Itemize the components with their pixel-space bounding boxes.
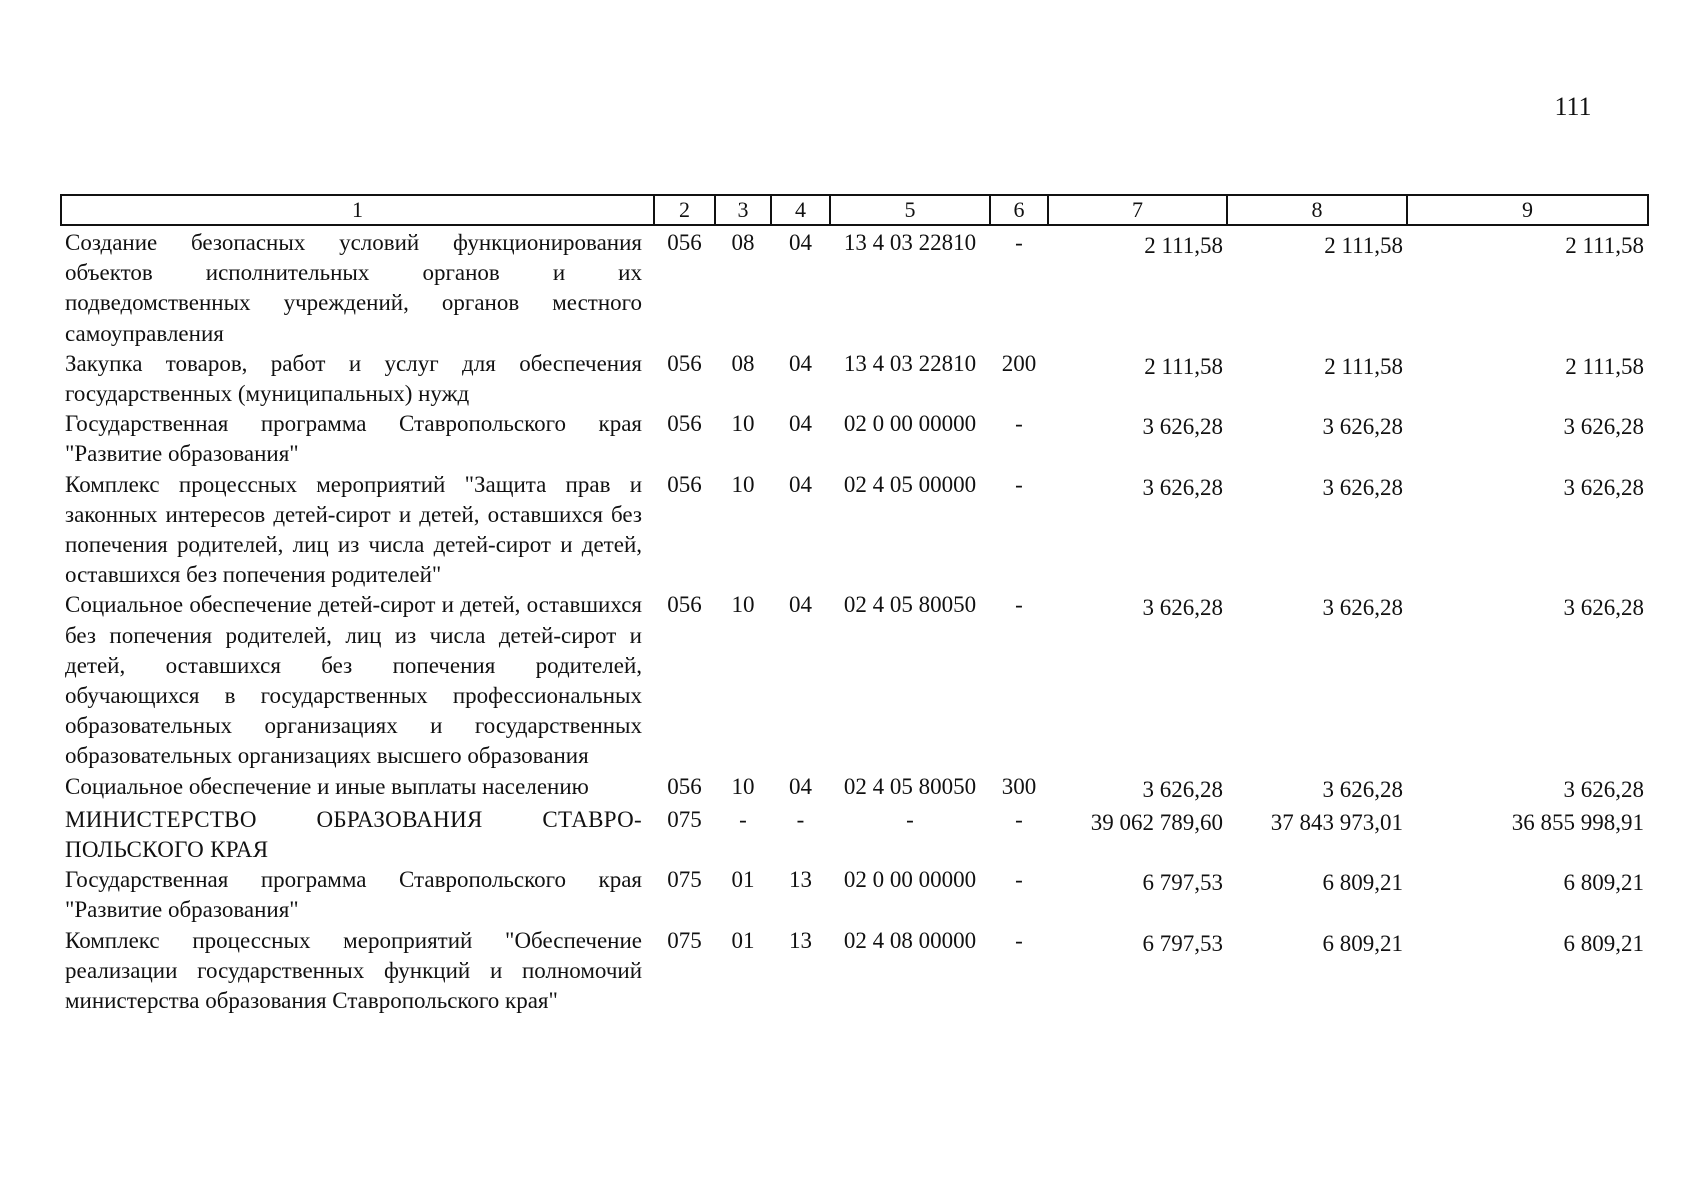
column-header-4: 4: [771, 195, 830, 225]
row-subsection-cell: 13: [789, 927, 812, 953]
row-amount-col9-cell: 6 809,21: [1563, 870, 1644, 896]
row-name-cell: Государственная программа Ставропольского края "Развитие образования": [65, 411, 642, 467]
row-section-cell: 10: [731, 471, 755, 497]
table-row: [61, 805, 1648, 865]
column-header-8: 8: [1227, 195, 1407, 225]
page-number: 111: [1554, 92, 1592, 121]
row-expense-type-cell: -: [1015, 806, 1023, 832]
table-row: [61, 470, 1648, 591]
row-subsection-cell: 04: [789, 773, 812, 799]
table-row: [61, 865, 1648, 925]
row-subsection-cell: -: [796, 806, 805, 832]
row-amount-col8-cell: 3 626,28: [1322, 595, 1403, 621]
row-amount-col8-cell: 6 809,21: [1322, 930, 1403, 956]
row-name-cell: Комплекс процессных мероприятий "Обеспечение реализации государственных функций и полномочий министерства образования Ставропольского края": [65, 927, 642, 1014]
row-section-cell: -: [739, 806, 747, 832]
row-expense-type-cell: -: [1015, 471, 1023, 497]
row-expense-type-cell: -: [1015, 411, 1023, 437]
row-amount-col9-cell: 3 626,28: [1563, 595, 1644, 621]
row-section-cell: 08: [731, 350, 755, 376]
row-target-article-cell: 02 4 08 00000: [843, 927, 977, 953]
row-amount-col8-cell: 37 843 973,01: [1270, 809, 1403, 835]
row-amount-col7-cell: 6 797,53: [1142, 930, 1223, 956]
row-amount-col7-cell: 6 797,53: [1142, 870, 1223, 896]
row-subsection-cell: 04: [789, 592, 812, 618]
table-body: [61, 225, 1648, 1016]
row-target-article-cell: -: [906, 806, 914, 832]
row-ministry-code-cell: 075: [667, 806, 702, 832]
row-amount-col9-cell: 36 855 998,91: [1511, 809, 1644, 835]
table-row: [61, 772, 1648, 805]
row-amount-col7-cell: 3 626,28: [1142, 776, 1223, 802]
row-target-article-cell: 02 4 05 80050: [843, 592, 977, 618]
row-amount-col9-cell: 2 111,58: [1565, 233, 1644, 258]
row-section-cell: 01: [731, 927, 755, 953]
row-amount-col7-cell: 3 626,28: [1142, 474, 1223, 500]
row-subsection-cell: 04: [789, 230, 812, 255]
row-subsection-cell: 04: [789, 471, 812, 497]
row-amount-col8-cell: 3 626,28: [1322, 474, 1403, 500]
row-amount-col7-cell: 3 626,28: [1142, 414, 1223, 440]
row-ministry-code-cell: 056: [667, 350, 702, 376]
table-row: [61, 228, 1648, 349]
row-amount-col9-cell: 3 626,28: [1563, 776, 1644, 802]
column-header-2: 2: [654, 195, 715, 225]
row-expense-type-cell: -: [1015, 927, 1023, 953]
row-section-cell: 10: [731, 773, 755, 799]
column-header-3: 3: [715, 195, 771, 225]
column-header-9: 9: [1407, 195, 1648, 225]
row-target-article-cell: 02 0 00 00000: [843, 411, 977, 437]
row-name-cell: Комплекс процессных мероприятий "Защита прав и законных интересов детей-сирот и детей, оставшихся без попечения родителей, лиц из числа детей-сирот и детей, оставшихся без попечения родителей": [65, 471, 642, 588]
row-amount-col7-cell: 2 111,58: [1144, 233, 1223, 258]
row-section-cell: 10: [731, 411, 755, 437]
budget-table: [60, 194, 1649, 1016]
row-ministry-code-cell: 056: [667, 230, 702, 255]
row-expense-type-cell: -: [1015, 867, 1023, 893]
row-target-article-cell: 02 4 05 00000: [843, 471, 977, 497]
row-amount-col8-cell: 3 626,28: [1322, 414, 1403, 440]
row-amount-col8-cell: 6 809,21: [1322, 870, 1403, 896]
column-number-header-row: [61, 195, 1648, 225]
table-row: [61, 409, 1648, 469]
row-target-article-cell: 13 4 03 22810: [843, 350, 977, 376]
column-header-6: 6: [990, 195, 1048, 225]
row-amount-col9-cell: 3 626,28: [1563, 414, 1644, 440]
row-expense-type-cell: -: [1015, 592, 1023, 618]
row-expense-type-cell: 200: [1001, 350, 1037, 376]
row-amount-col8-cell: 2 111,58: [1324, 233, 1403, 258]
column-header-5: 5: [830, 195, 990, 225]
row-section-cell: 10: [731, 592, 755, 618]
row-target-article-cell: 02 0 00 00000: [843, 867, 977, 893]
row-ministry-code-cell: 056: [667, 773, 702, 799]
column-header-7: 7: [1048, 195, 1227, 225]
row-name-cell: Государственная программа Ставропольского края "Развитие образования": [65, 867, 642, 923]
row-name-cell: Социальное обеспечение и иные выплаты населению: [65, 773, 589, 799]
row-section-cell: 08: [731, 230, 755, 255]
row-subsection-cell: 13: [789, 867, 812, 893]
row-amount-col7-cell: 2 111,58: [1144, 353, 1223, 379]
row-section-cell: 01: [731, 867, 755, 893]
row-name-cell: Создание безопасных условий функционирования объектов исполнительных органов и их подведомственных учреждений, органов местного самоуправления: [65, 230, 642, 346]
row-amount-col9-cell: 6 809,21: [1563, 930, 1644, 956]
row-ministry-code-cell: 056: [667, 592, 702, 618]
row-amount-col9-cell: 3 626,28: [1563, 474, 1644, 500]
column-header-1: 1: [61, 195, 654, 225]
row-ministry-code-cell: 075: [667, 927, 702, 953]
row-ministry-code-cell: 056: [667, 411, 702, 437]
row-amount-col7-cell: 3 626,28: [1142, 595, 1223, 621]
row-amount-col9-cell: 2 111,58: [1565, 353, 1644, 379]
row-target-article-cell: 02 4 05 80050: [843, 773, 977, 799]
row-ministry-code-cell: 056: [667, 471, 702, 497]
table-row: [61, 926, 1648, 1017]
row-subsection-cell: 04: [789, 350, 812, 376]
table-row: [61, 590, 1648, 771]
row-expense-type-cell: -: [1015, 230, 1023, 255]
row-name-cell: Закупка товаров, работ и услуг для обеспечения государственных (муниципальных) нужд: [65, 350, 642, 407]
row-amount-col8-cell: 2 111,58: [1324, 353, 1403, 379]
row-name-cell: МИНИСТЕРСТВО ОБРАЗОВАНИЯ СТАВРО-ПОЛЬСКОГО КРАЯ: [65, 806, 642, 863]
row-ministry-code-cell: 075: [667, 867, 702, 893]
row-amount-col8-cell: 3 626,28: [1322, 776, 1403, 802]
row-expense-type-cell: 300: [1001, 773, 1037, 799]
row-name-cell: Социальное обеспечение детей-сирот и детей, оставшихся без попечения родителей, лиц из числа детей-сирот и детей, оставшихся без попечения родителей, обучающихся в государственных профессиональных образовательных организациях и государственных образовательных организациях высшего образования: [65, 592, 642, 769]
row-subsection-cell: 04: [789, 411, 812, 437]
table-row: [61, 349, 1648, 409]
row-target-article-cell: 13 4 03 22810: [843, 230, 977, 255]
row-amount-col7-cell: 39 062 789,60: [1090, 809, 1223, 835]
